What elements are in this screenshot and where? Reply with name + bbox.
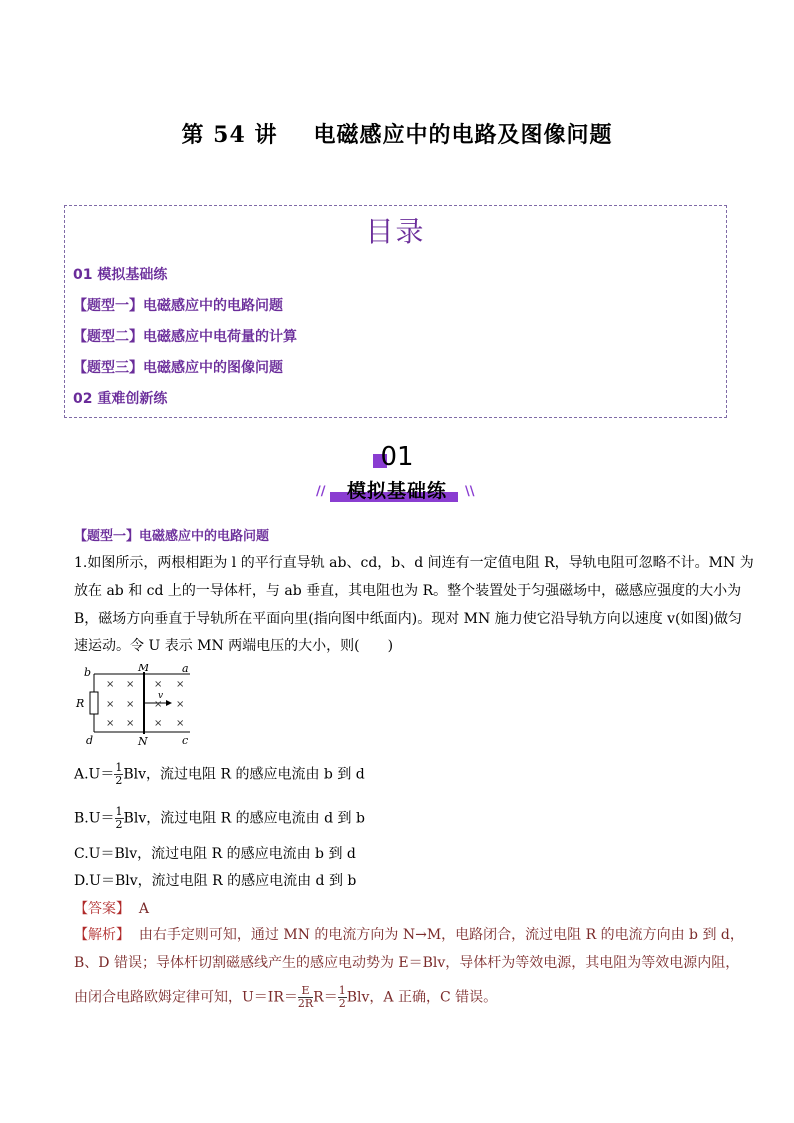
option-c[interactable]: C.U＝Blv，流过电阻 R 的感应电流由 b 到 d — [74, 846, 356, 862]
field-cross: × — [176, 718, 185, 729]
label-b: b — [84, 666, 92, 679]
label-n: N — [138, 735, 148, 746]
option-a[interactable]: A.U＝ $\frac{1}{2}$ Blv，流过电阻 R 的感应电流由 b 到 d — [74, 761, 365, 787]
resistor-r — [90, 692, 98, 714]
question-line: 1.如图所示，两根相距为 l 的平行直导轨 ab、cd，b、d 间连有一定值电阻 R，导轨电阻可忽略不计。MN 为 — [74, 555, 754, 571]
lecture-number: 第 54 讲 — [181, 122, 278, 148]
section-deco-right: \\ — [465, 484, 475, 499]
topic-heading: 【题型一】电磁感应中的电路问题 — [74, 529, 270, 544]
toc-item[interactable]: 【题型三】电磁感应中的图像问题 — [73, 360, 283, 376]
field-cross: × — [106, 679, 115, 690]
field-cross: × — [126, 718, 135, 729]
question-line: 速运动。令 U 表示 MN 两端电压的大小，则( ) — [74, 638, 394, 654]
toc-item[interactable]: 01 模拟基础练 — [73, 267, 168, 283]
toc-item[interactable]: 【题型二】电磁感应中电荷量的计算 — [73, 329, 297, 345]
table-of-contents — [64, 205, 727, 418]
label-v: v — [158, 691, 164, 701]
question-line: 放在 ab 和 cd 上的一导体杆，与 ab 垂直，其电阻也为 R。整个装置处于匀强磁场中，磁感应强度的大小为 — [74, 583, 742, 599]
field-crosses — [106, 679, 184, 729]
fraction: $\frac{1}{2}$ — [115, 805, 123, 831]
option-d[interactable]: D.U＝Blv，流过电阻 R 的感应电流由 d 到 b — [74, 873, 357, 889]
fraction: $\frac{E}{2R}$ — [297, 984, 314, 1010]
option-b[interactable]: B.U＝ $\frac{1}{2}$ Blv，流过电阻 R 的感应电流由 d 到 b — [74, 805, 365, 831]
field-cross: × — [154, 679, 163, 690]
lecture-title — [0, 118, 794, 149]
toc-heading: 目录 — [365, 215, 426, 248]
question-line: B，磁场方向垂直于导轨所在平面向里(指向图中纸面内)。现对 MN 施力使它沿导轨方向以速度 v(如图)做匀 — [74, 611, 742, 627]
analysis-label: 【解析】 — [74, 927, 130, 943]
circuit-diagram — [74, 664, 204, 746]
analysis-line: 由闭合电路欧姆定律可知，U＝IR＝ $\frac{E}{2R}$ R＝ $\frac{1}{2}$ Blv，A 正确，C 错误。 — [74, 984, 498, 1010]
field-cross: × — [176, 699, 185, 710]
label-a: a — [182, 664, 189, 675]
label-r: R — [76, 697, 85, 710]
label-c: c — [182, 734, 189, 746]
toc-item[interactable]: 【题型一】电磁感应中的电路问题 — [73, 298, 283, 314]
fraction: $\frac{1}{2}$ — [115, 761, 123, 787]
section-deco-left: // — [316, 484, 326, 499]
toc-item[interactable]: 02 重难创新练 — [73, 391, 168, 407]
field-cross: × — [154, 718, 163, 729]
lecture-title-text: 电磁感应中的电路及图像问题 — [313, 122, 613, 148]
section-number: 01 — [0, 442, 794, 472]
fraction: $\frac{1}{2}$ — [338, 984, 346, 1010]
label-m: M — [138, 664, 150, 674]
label-d: d — [86, 734, 94, 746]
field-cross: × — [126, 679, 135, 690]
analysis-line: 【解析】 由右手定则可知，通过 MN 的电流方向为 N→M，电路闭合，流过电阻 R 的电流方向由 b 到 d， — [74, 927, 744, 943]
analysis-line: B、D 错误；导体杆切割磁感线产生的感应电动势为 E＝Blv，导体杆为等效电源，其电阻为等效电源内阻， — [74, 955, 740, 971]
section-name: 模拟基础练 — [346, 480, 447, 502]
field-cross: × — [176, 679, 185, 690]
velocity-arrowhead — [166, 700, 172, 706]
field-cross: × — [106, 699, 115, 710]
answer-value: A — [138, 901, 150, 917]
field-cross: × — [154, 699, 163, 710]
answer-label: 【答案】 — [74, 901, 130, 917]
field-cross: × — [126, 699, 135, 710]
field-cross: × — [106, 718, 115, 729]
answer-line — [74, 897, 149, 921]
